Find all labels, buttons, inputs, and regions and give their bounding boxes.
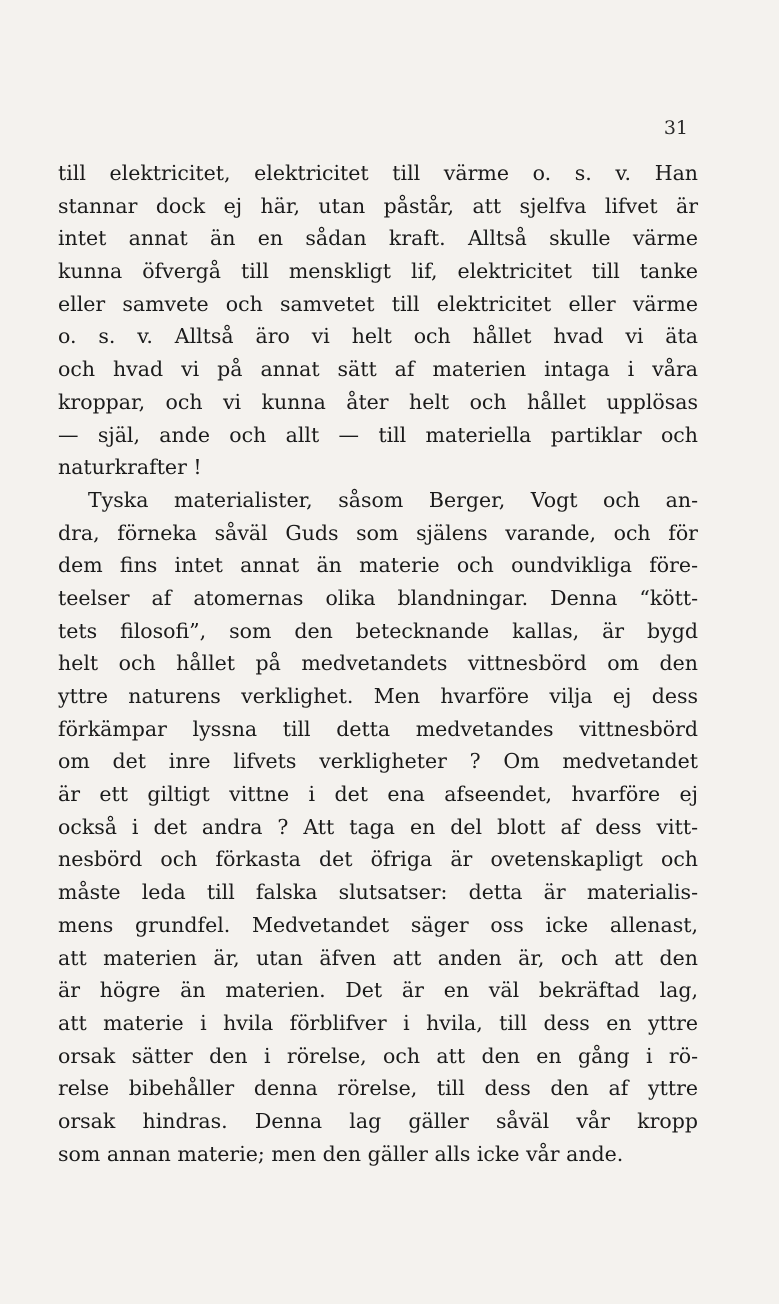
body-text: [58, 157, 698, 1170]
text-line: som annan materie; men den gäller alls icke vår ande.: [58, 1141, 624, 1166]
text-line: teelser af atomernas olika blandningar. Denna “kött-: [58, 585, 698, 610]
text-line: nesbörd och förkasta det öfriga är ovetenskapligt och: [58, 847, 698, 872]
text-line: helt och hållet på medvetandets vittnesbörd om den: [58, 651, 698, 676]
text-line: förkämpar lyssna till detta medvetandes vittnesbörd: [58, 716, 698, 741]
text-line: o. s. v. Alltså äro vi helt och hållet hvad vi äta: [58, 324, 698, 349]
text-line: måste leda till falska slutsatser: detta är materialis-: [58, 880, 698, 905]
text-line: dem fins intet annat än materie och oundvikliga före-: [58, 553, 698, 578]
text-line: Tyska materialister, såsom Berger, Vogt och an-: [88, 487, 698, 512]
text-line: kroppar, och vi kunna åter helt och hållet upplösas: [58, 389, 698, 414]
text-line: kunna öfvergå till menskligt lif, elektricitet till tanke: [58, 259, 698, 284]
text-line: att materien är, utan äfven att anden är, och att den: [58, 945, 698, 970]
text-line: och hvad vi på annat sätt af materien intaga i våra: [58, 357, 698, 382]
text-line: är högre än materien. Det är en väl bekräftad lag,: [58, 978, 698, 1003]
text-line: tets filosofi”, som den betecknande kallas, är bygd: [58, 618, 698, 643]
text-line: att materie i hvila förblifver i hvila, till dess en yttre: [58, 1010, 698, 1035]
text-line: eller samvete och samvetet till elektricitet eller värme: [58, 291, 698, 316]
text-line: om det inre lifvets verkligheter ? Om medvetandet: [58, 749, 698, 774]
text-line: till elektricitet, elektricitet till värme o. s. v. Han: [58, 161, 698, 185]
text-line: yttre naturens verklighet. Men hvarföre vilja ej dess: [58, 684, 698, 708]
text-line: orsak hindras. Denna lag gäller såväl vår kropp: [58, 1108, 698, 1133]
text-line: dra, förneka såväl Guds som själens varande, och för: [58, 520, 698, 545]
text-line: orsak sätter den i rörelse, och att den en gång i rö-: [58, 1043, 698, 1068]
text-line: intet annat än en sådan kraft. Alltså skulle värme: [58, 226, 698, 251]
text-line: naturkrafter !: [58, 455, 202, 480]
text-line: — själ, ande och allt — till materiella partiklar och: [58, 422, 698, 447]
text-line: mens grundfel. Medvetandet säger oss icke allenast,: [58, 912, 698, 937]
page-number: 31: [663, 117, 688, 139]
text-line: relse bibehåller denna rörelse, till dess den af yttre: [58, 1076, 698, 1101]
text-line: också i det andra ? Att taga en del blott af dess vitt-: [58, 814, 698, 839]
text-line: stannar dock ej här, utan påstår, att sjelfva lifvet är: [58, 193, 698, 218]
text-line: är ett giltigt vittne i det ena afseendet, hvarföre ej: [58, 782, 698, 807]
